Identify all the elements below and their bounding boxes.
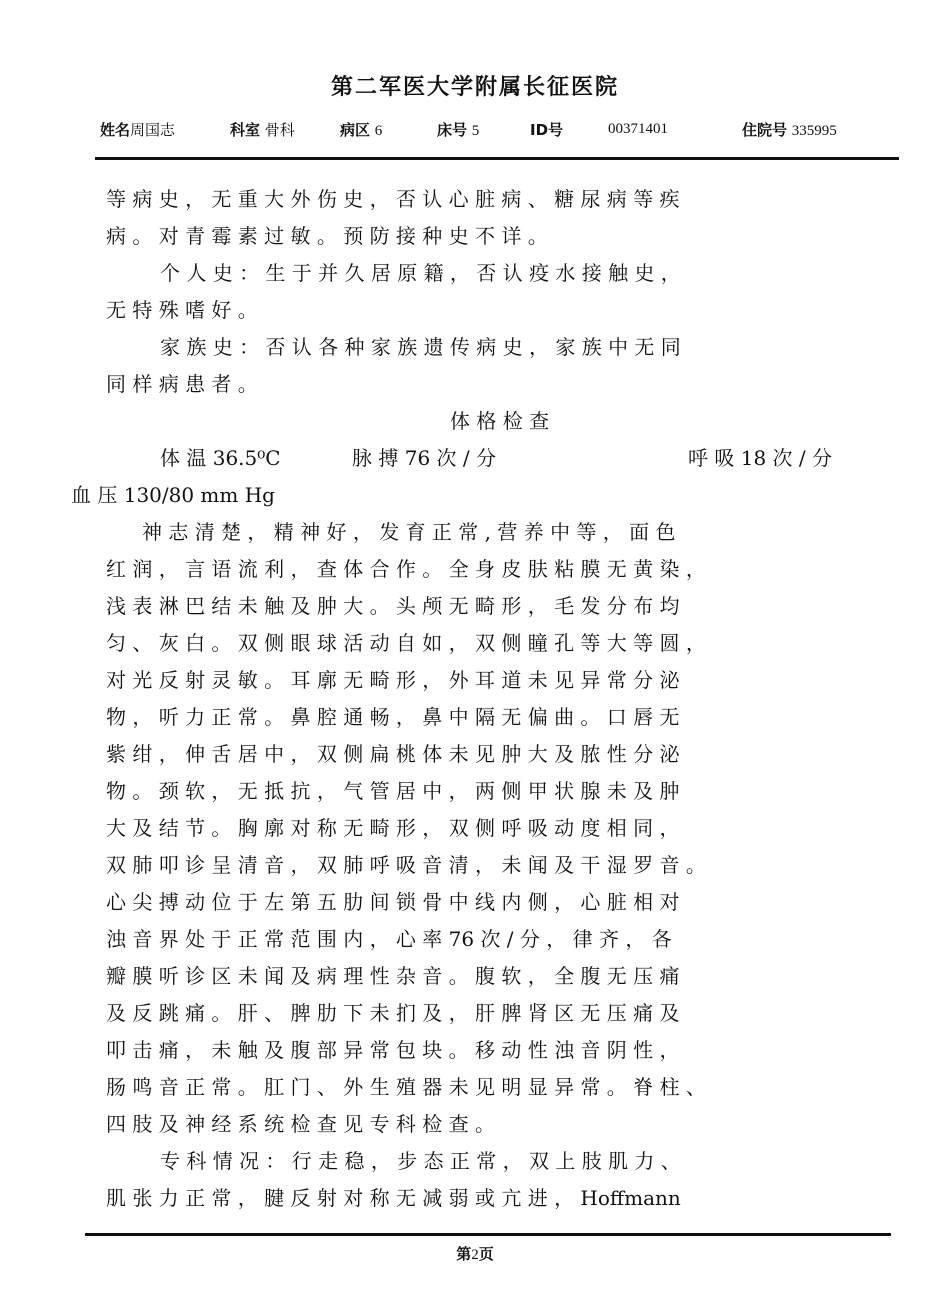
section-heading: 体 格 检 查 (450, 409, 550, 433)
text-line: 浊 音 界 处 于 正 常 范 围 内 ， 心 率 76 次 / 分 ， 律 齐 ， 各 (106, 927, 672, 951)
text-line: 双 肺 叩 诊 呈 清 音 ， 双 肺 呼 吸 音 清 ， 未 闻 及 干 湿 罗 音 。 (106, 853, 706, 877)
department-label: 科室 (230, 121, 261, 139)
patient-name-label: 姓名 (100, 121, 131, 139)
vital-respiration: 呼 吸 18 次 / 分 (688, 446, 832, 470)
text-line: 肠 鸣 音 正 常 。 肛 门 、 外 生 殖 器 未 见 明 显 异 常 。 脊 柱 、 (106, 1075, 706, 1099)
page-number (0, 1243, 950, 1264)
text-line: 叩 击 痛 ， 未 触 及 腹 部 异 常 包 块 。 移 动 性 浊 音 阴 性 ， (106, 1038, 680, 1062)
text-line: 等 病 史 ， 无 重 大 外 伤 史 ， 否 认 心 脏 病 、 糖 尿 病 等 疾 (106, 187, 680, 211)
text-line: 家 族 史 ： 否 认 各 种 家 族 遗 传 病 史 ， 家 族 中 无 同 (160, 335, 681, 359)
text-line: 病 。 对 青 霉 素 过 敏 。 预 防 接 种 史 不 详 。 (106, 224, 548, 248)
department-field (230, 119, 295, 140)
ward-label: 病区 (340, 121, 371, 139)
ward-value: 6 (374, 123, 383, 139)
text-line: 浅 表 淋 巴 结 未 触 及 肿 大 。 头 颅 无 畸 形 ， 毛 发 分 布 均 (106, 594, 680, 618)
bed-value: 5 (471, 123, 480, 139)
admission-label: 住院号 (742, 121, 788, 139)
id-value: 00371401 (608, 121, 668, 137)
text-line: 对 光 反 射 灵 敏 。 耳 廓 无 畸 形 ， 外 耳 道 未 见 异 常 分 泌 (106, 668, 680, 692)
text-line: 同 样 病 患 者 。 (106, 372, 258, 396)
patient-name-value: 周国志 (130, 123, 176, 139)
page-suffix: 页 (478, 1245, 494, 1263)
text-line: 红 润 ， 言 语 流 利 ， 查 体 合 作 。 全 身 皮 肤 粘 膜 无 黄 染 ， (106, 557, 706, 581)
vital-temperature: 体 温 36.5⁰C (160, 446, 281, 470)
footer-divider (85, 1233, 891, 1236)
patient-info-bar (0, 119, 950, 141)
header-divider (95, 157, 899, 160)
id-label: ID号 (530, 121, 564, 139)
text-line: 及 反 跳 痛 。 肝 、 脾 肋 下 未 扪 及 ， 肝 脾 肾 区 无 压 痛 及 (106, 1001, 680, 1025)
text-line: 物 ， 听 力 正 常 。 鼻 腔 通 畅 ， 鼻 中 隔 无 偏 曲 。 口 唇 无 (106, 705, 680, 729)
admission-value: 335995 (791, 123, 837, 139)
bed-label: 床号 (437, 121, 468, 139)
admission-field (742, 119, 837, 140)
page-prefix: 第 (456, 1245, 472, 1263)
text-line: 专 科 情 况 ： 行 走 稳 ， 步 态 正 常 ， 双 上 肢 肌 力 、 (160, 1149, 681, 1173)
bed-field (437, 119, 479, 140)
patient-name-field (100, 119, 175, 140)
text-line: 瓣 膜 听 诊 区 未 闻 及 病 理 性 杂 音 。 腹 软 ， 全 腹 无 压 痛 (106, 964, 680, 988)
page-number-value: 2 (471, 1247, 479, 1263)
text-line: 四 肢 及 神 经 系 统 检 查 见 专 科 检 查 。 (106, 1112, 496, 1136)
text-line: 肌 张 力 正 常 ， 腱 反 射 对 称 无 减 弱 或 亢 进 ， Hoffmann (106, 1186, 681, 1210)
text-line: 心 尖 搏 动 位 于 左 第 五 肋 间 锁 骨 中 线 内 侧 ， 心 脏 相 对 (106, 890, 680, 914)
department-value: 骨科 (264, 123, 295, 139)
text-line: 神 志 清 楚 ， 精 神 好 ， 发 育 正 常 , 营 养 中 等 ， 面 色 (142, 520, 676, 544)
text-line: 物 。 颈 软 ， 无 抵 抗 ， 气 管 居 中 ， 两 侧 甲 状 腺 未 及 肿 (106, 779, 680, 803)
text-line: 紫 绀 ， 伸 舌 居 中 ， 双 侧 扁 桃 体 未 见 肿 大 及 脓 性 分 泌 (106, 742, 680, 766)
vital-pulse: 脉 搏 76 次 / 分 (352, 446, 496, 470)
text-line: 大 及 结 节 。 胸 廓 对 称 无 畸 形 ， 双 侧 呼 吸 动 度 相 同 ， (106, 816, 680, 840)
ward-field (340, 119, 382, 140)
id-value-wrap (608, 119, 668, 138)
text-line: 匀 、 灰 白 。 双 侧 眼 球 活 动 自 如 ， 双 侧 瞳 孔 等 大 等 圆 ， (106, 631, 706, 655)
text-line: 个 人 史 ： 生 于 并 久 居 原 籍 ， 否 认 疫 水 接 触 史 ， (160, 261, 681, 285)
text-line: 无 特 殊 嗜 好 。 (106, 298, 258, 322)
id-field (530, 119, 563, 140)
vital-blood-pressure: 血 压 130/80 mm Hg (71, 483, 275, 507)
hospital-title: 第二军医大学附属长征医院 (330, 75, 619, 100)
